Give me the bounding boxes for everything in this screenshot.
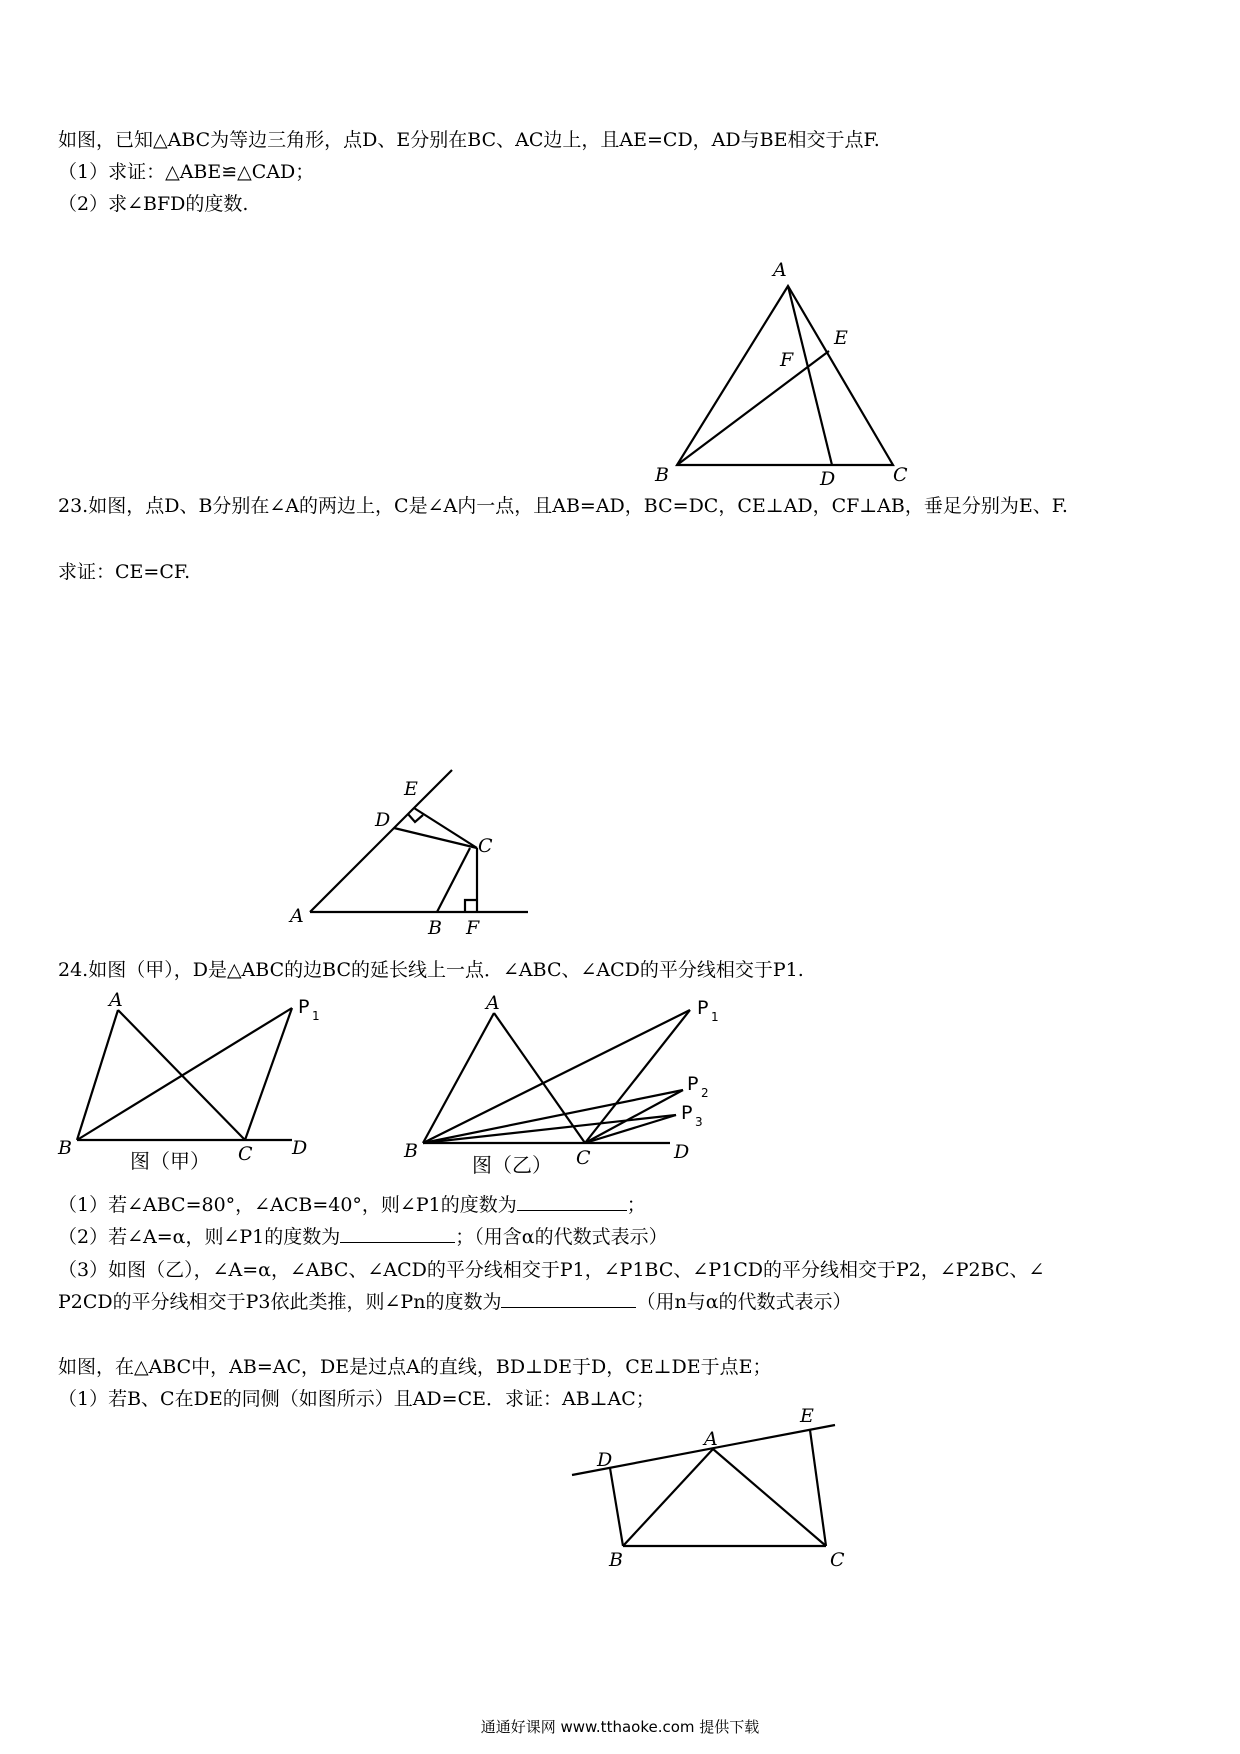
- label-b: B: [655, 464, 669, 486]
- jia-label-d: D: [292, 1137, 308, 1159]
- label-a: A: [773, 259, 787, 281]
- problem24-stem: 24.如图（甲），D是△ABC的边BC的延长线上一点．∠ABC、∠ACD的平分线相交于P1.: [58, 959, 804, 981]
- label-d: D: [375, 809, 391, 831]
- yi-label-b: B: [404, 1140, 418, 1162]
- problem25-stem: 如图，在△ABC中，AB=AC，DE是过点A的直线，BD⊥DE于D，CE⊥DE于点E；: [58, 1356, 772, 1378]
- label-d: D: [597, 1449, 613, 1471]
- jia-label-a: A: [109, 989, 123, 1011]
- label-e: E: [834, 327, 848, 349]
- label-b: B: [428, 917, 442, 939]
- yi-label-p3: P: [681, 1102, 693, 1124]
- jia-label-c: C: [238, 1143, 253, 1165]
- segment-ac: [713, 1449, 826, 1546]
- jia-caption: 图（甲）: [130, 1149, 210, 1173]
- label-e: E: [404, 778, 418, 800]
- label-c: C: [830, 1549, 845, 1571]
- problem1-stem: 如图，已知△ABC为等边三角形，点D、E分别在BC、AC边上，且AE=CD，AD与BE相交于点F.: [58, 129, 880, 151]
- label-c: C: [478, 835, 493, 857]
- problem24-q2-end: ；（用含α的代数式表示）: [455, 1226, 668, 1248]
- problem23-stem: 23.如图，点D、B分别在∠A的两边上，C是∠A内一点，且AB=AD，BC=DC，CE⊥AD，CF⊥AB，垂足分别为E、F.: [58, 495, 1068, 517]
- yi-label-p3-sub: 3: [695, 1115, 703, 1129]
- label-a: A: [704, 1428, 718, 1450]
- segment-db: [610, 1468, 623, 1546]
- yi-label-a: A: [486, 992, 500, 1014]
- label-f: F: [780, 349, 794, 371]
- yi-label-p2: P: [687, 1073, 699, 1095]
- yi-label-p2-sub: 2: [701, 1086, 709, 1100]
- yi-caption: 图（乙）: [472, 1153, 552, 1177]
- jia-label-b: B: [58, 1137, 72, 1159]
- problem24-q3-text: P2CD的平分线相交于P3依此类推，则∠Pn的度数为: [58, 1291, 502, 1313]
- label-c: C: [893, 464, 908, 486]
- yi-label-p1: P: [697, 997, 709, 1019]
- label-e: E: [800, 1405, 814, 1427]
- problem24-question3-line1: （3）如图（乙），∠A=α，∠ABC、∠ACD的平分线相交于P1，∠P1BC、∠P1CD的平分线相交于P2，∠P2BC、∠: [58, 1259, 1045, 1281]
- label-f: F: [466, 917, 480, 939]
- problem1-question2: （2）求∠BFD的度数.: [58, 193, 249, 215]
- yi-label-c: C: [576, 1147, 591, 1169]
- problem24-q3-end: （用n与α的代数式表示）: [636, 1291, 852, 1313]
- yi-label-p1-sub: 1: [711, 1010, 719, 1024]
- problem1-question1: （1）求证：△ABE≌△CAD；: [58, 161, 315, 183]
- yi-label-d: D: [674, 1141, 690, 1163]
- problem25-question1: （1）若B、C在DE的同侧（如图所示）且AD=CE．求证：AB⊥AC；: [58, 1388, 655, 1410]
- problem24-q2-text: （2）若∠A=α，则∠P1的度数为: [58, 1226, 341, 1248]
- label-d: D: [820, 468, 836, 490]
- page-footer: 通通好课网 www.tthaoke.com 提供下载: [480, 1718, 760, 1736]
- segment-ec: [810, 1430, 826, 1546]
- jia-label-p-sub1: 1: [312, 1009, 320, 1023]
- problem24-q1-text: （1）若∠ABC=80°，∠ACB=40°，则∠P1的度数为: [58, 1194, 517, 1216]
- label-b: B: [609, 1549, 623, 1571]
- label-a: A: [290, 905, 304, 927]
- problem23-prove: 求证：CE=CF.: [58, 561, 191, 583]
- jia-label-p: P: [298, 996, 310, 1018]
- problem24-q1-end: ；: [626, 1194, 646, 1216]
